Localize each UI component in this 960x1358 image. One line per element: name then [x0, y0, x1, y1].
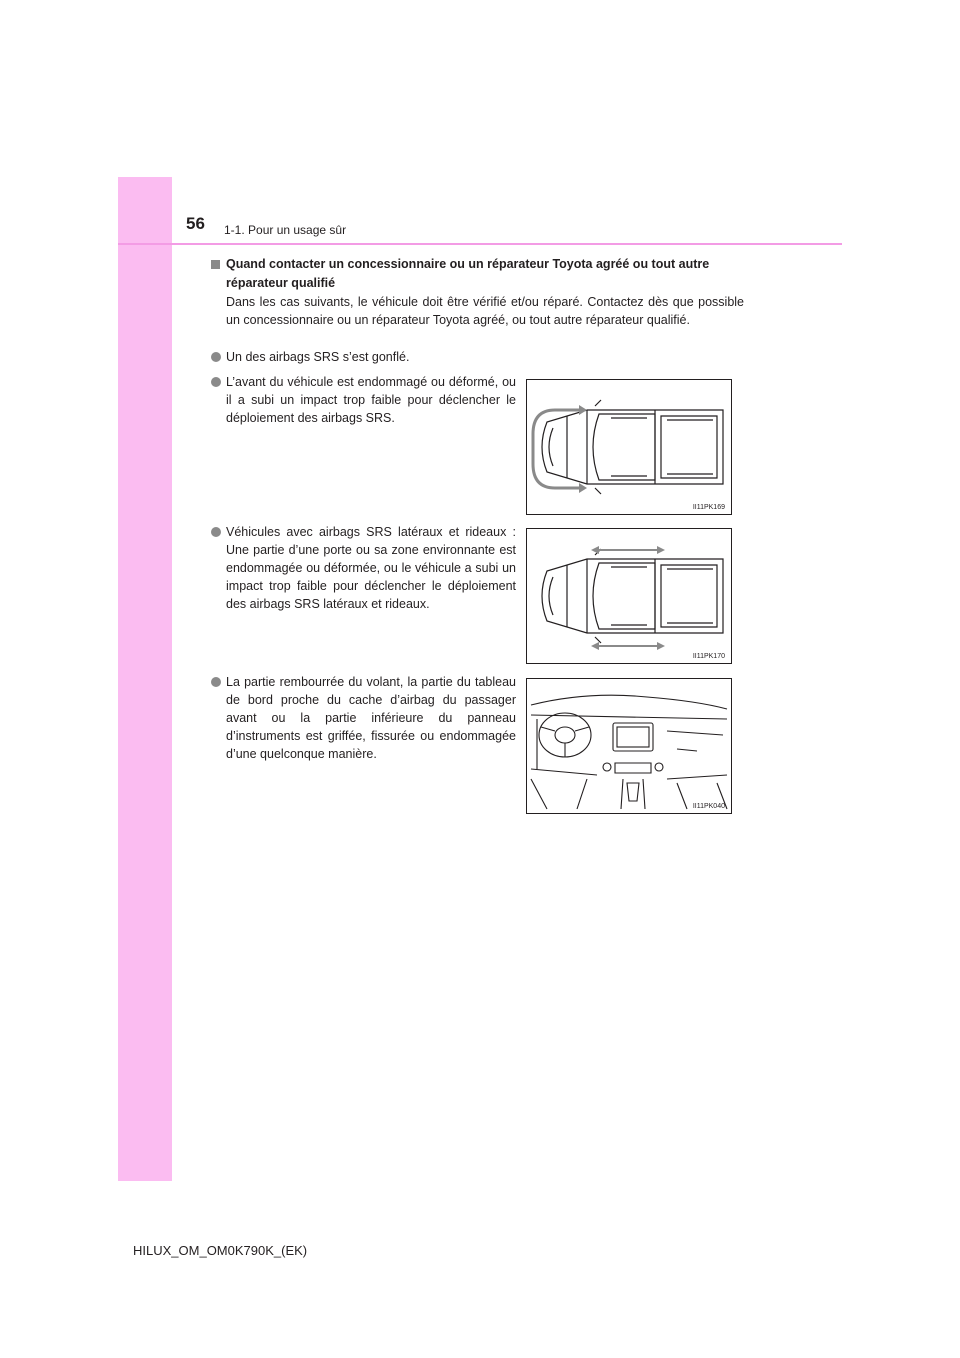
truck-side-impact-illustration: [527, 529, 731, 663]
bullet-dot-icon: [211, 377, 221, 387]
chapter-tab-band: [118, 177, 172, 1181]
list-item-text: Un des airbags SRS s’est gonflé.: [226, 350, 410, 364]
figure-side-impact: [526, 528, 732, 664]
list-item: [211, 348, 511, 366]
document-id: HILUX_OM_OM0K790K_(EK): [133, 1243, 308, 1258]
bullet-dot-icon: [211, 352, 221, 362]
subsection-heading-text: Quand contacter un concessionnaire ou un réparateur Toyota agréé ou tout autre réparateur qualifié: [226, 257, 710, 290]
list-item-text: L’avant du véhicule est endommagé ou déformé, ou il a subi un impact trop faible pour déclencher le déploiement des airbags SRS.: [226, 375, 516, 425]
page-number: 56: [186, 214, 205, 233]
bullet-dot-icon: [211, 527, 221, 537]
square-bullet-icon: [211, 260, 220, 269]
figure-front-impact: [526, 379, 732, 515]
list-item: [211, 523, 516, 613]
header-rule: [118, 243, 842, 245]
figure-dashboard: [526, 678, 732, 814]
dashboard-illustration: [527, 679, 731, 813]
list-item: [211, 673, 516, 763]
intro-paragraph: Dans les cas suivants, le véhicule doit être vérifié et/ou réparé. Contactez dès que possible un concessionnaire ou un réparateur Toyota agréé, ou tout autre réparateur qualifié.: [226, 295, 744, 327]
subsection-heading: [211, 255, 756, 293]
list-item: [211, 373, 516, 427]
figure-code: II11PK040: [692, 803, 725, 810]
truck-front-impact-illustration: [527, 380, 731, 514]
figure-code: II11PK170: [692, 653, 725, 660]
bullet-dot-icon: [211, 677, 221, 687]
list-item-text: Véhicules avec airbags SRS latéraux et rideaux : Une partie d’une porte ou sa zone environnante est endommagée ou déformée, ou le véhicule a subi un impact trop faible pour déclencher le déploiement des airbags SRS latéraux et rideaux.: [226, 525, 516, 611]
figure-code: II11PK169: [692, 504, 725, 511]
list-item-text: La partie rembourrée du volant, la partie du tableau de bord proche du cache d’airbag du passager avant ou la partie inférieure du panneau d’instruments est griffée, fissurée ou endommagée d’une quelconque manière.: [226, 675, 516, 761]
section-title: 1-1. Pour un usage sûr: [224, 223, 347, 237]
